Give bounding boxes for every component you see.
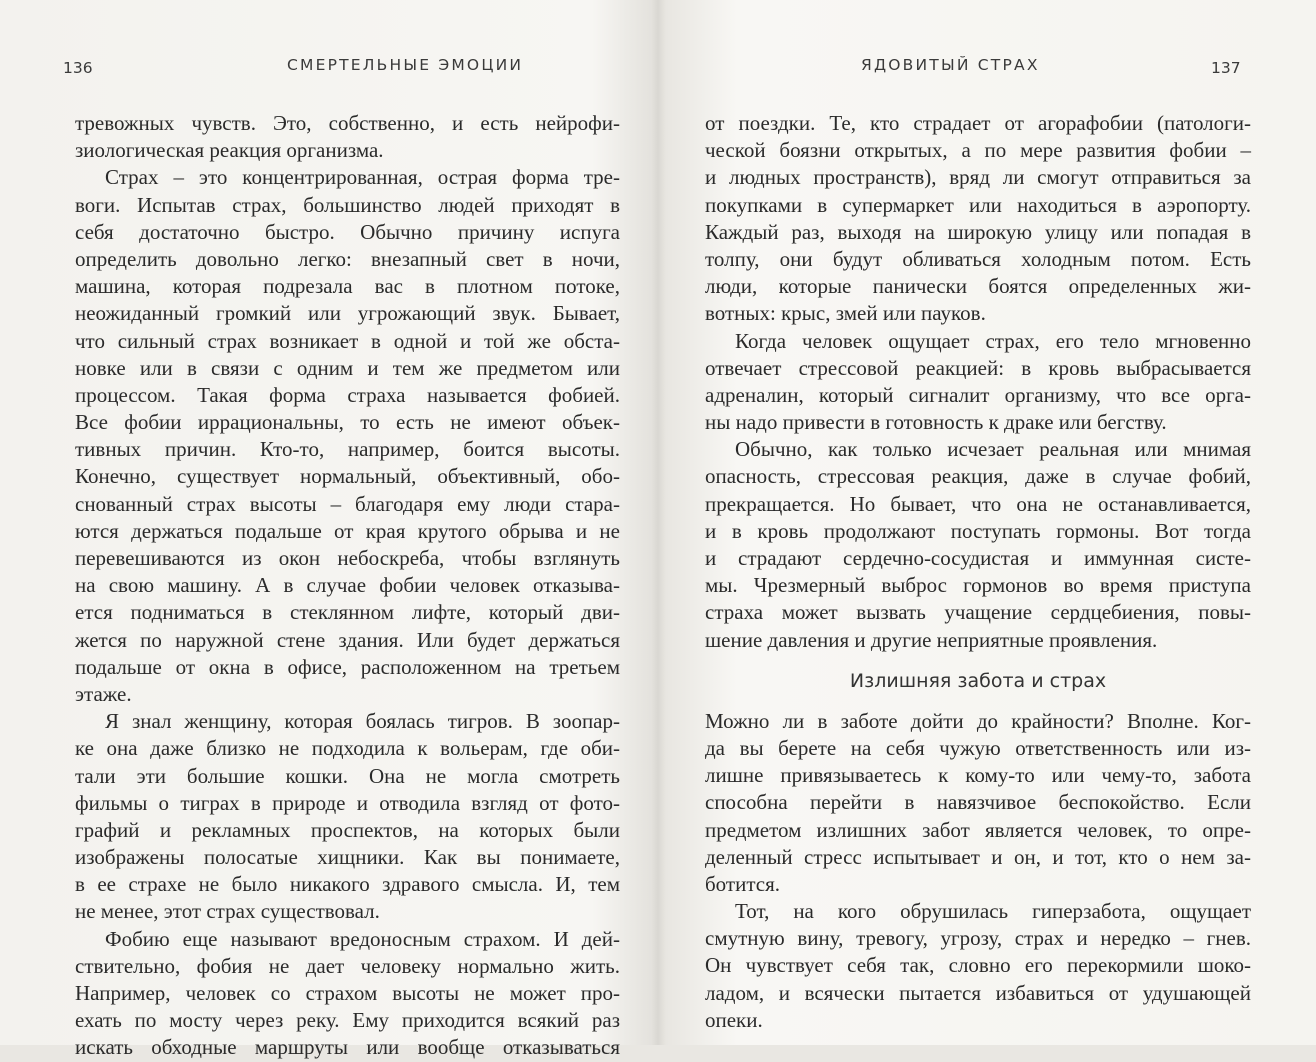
text-line: страха может вызвать учащение сердцебиения, повы- [705,600,1251,625]
text-line: мы. Чрезмерный выброс гормонов во время приступа [705,573,1251,598]
text-line: ны надо привести в готовность к драке или бегству. [705,410,1167,435]
text-line: Фобию еще называют вредоносным страхом. И дей- [105,926,620,951]
text-line: ется подниматься в стеклянном лифте, который дви- [75,600,620,625]
text-line: воги. Испытав страх, большинство людей приходят в [75,192,620,217]
text-line: новке или в связи с одним и тем же предметом или [75,355,620,380]
text-line: процессом. Такая форма страха называется фобией. [75,382,620,407]
body-text-left [75,110,620,1062]
text-line: изображены полосатые хищники. Как вы понимаете, [75,845,620,870]
left-page [0,0,655,1060]
text-line: ботится. [705,871,780,896]
text-line: снованный страх высоты – благодаря ему люди стара- [75,491,620,516]
text-line: искать обходные маршруты или вообще отказываться [75,1035,620,1060]
text-line: не менее, этот страх существовал. [75,899,380,924]
text-line: и людных пространств), вряд ли смогут отправиться за [705,165,1251,190]
text-line: Тот, на кого обрушилась гиперзабота, ощущает [735,899,1251,924]
text-line: на свою машину. А в случае фобии человек отказыва- [75,573,620,598]
page-number-right: 137 [1211,59,1241,77]
text-line: Например, человек со страхом высоты не может про- [75,981,620,1005]
text-line: тивных причин. Кто-то, например, боится высоты. [75,437,620,462]
text-line: адреналин, который сигналит организму, что все орга- [705,382,1251,407]
text-line: зиологическая реакция организма. [75,138,384,163]
running-head-left: СМЕРТЕЛЬНЫЕ ЭМОЦИИ [287,56,524,74]
section-subheading: Излишняя забота и страх [849,669,1107,692]
text-line: Он чувствует себя так, словно его перекормили шоко- [705,953,1251,978]
text-line: люди, которые панически боятся определенных жи- [705,274,1251,299]
text-line: подальше от окна в офисе, расположенном на третьем [75,654,620,679]
text-line: лишне привязываетесь к кому-то или чему-то, забота [705,763,1251,788]
text-line: тали эти большие кошки. Она не могла смотреть [75,763,620,788]
text-line: графий и рекламных проспектов, на которых были [75,817,620,842]
text-line: деленный стресс испытывает и он, и тот, кто о нем за- [705,844,1251,869]
text-line: опеки. [705,1007,763,1032]
page-number-left: 136 [63,59,93,77]
text-line: да вы берете на себя чужую ответственность или из- [705,735,1251,760]
text-line: предметом излишних забот является человек, то опре- [705,817,1251,842]
text-line: ческой боязни открытых, а по мере развития фобии – [705,138,1251,163]
text-line: определить довольно легко: внезапный свет в ночи, [75,246,620,271]
text-line: шение давления и другие неприятные проявления. [705,627,1158,652]
text-line: себя достаточно быстро. Обычно причину испуга [75,219,620,244]
text-line: Все фобии иррациональны, то есть не имеют объек- [75,410,620,435]
text-line: ются держаться подальше от края крутого обрыва и не [75,518,620,543]
text-line: Каждый раз, выходя на широкую улицу или попадая в [705,219,1251,244]
text-line: способна перейти в навязчивое беспокойство. Если [705,790,1251,815]
text-line: от поездки. Те, кто страдает от агорафобии (патологи- [705,111,1251,135]
text-line: Конечно, существует нормальный, объективный, обо- [75,464,620,489]
text-line: толпу, они будут обливаться холодным потом. Есть [705,246,1251,271]
text-line: ладом, и всячески пытается избавиться от удушающей [705,980,1251,1005]
text-line: машина, которая подрезала вас в плотном потоке, [75,274,620,299]
text-line: этаже. [75,681,132,706]
text-line: опасность, стрессовая реакция, даже в случае фобий, [705,464,1251,489]
text-line: вотных: крыс, змей или пауков. [705,301,986,326]
text-line: и страдают сердечно-сосудистая и иммунная систе- [705,546,1251,570]
running-head-right: ЯДОВИТЫЙ СТРАХ [861,56,1040,74]
right-page [661,0,1316,1045]
text-line: фильмы о тиграх в природе и отводила взгляд от фото- [75,790,620,815]
text-line: перевешиваются из окон небоскреба, чтобы взглянуть [75,546,620,570]
text-line: и в кровь продолжают поступать гормоны. Вот тогда [705,518,1251,543]
text-line: Когда человек ощущает страх, его тело мгновенно [735,328,1251,353]
text-line: покупками в супермаркет или находиться в аэропорту. [705,192,1251,217]
text-line: тревожных чувств. Это, собственно, и есть нейрофи- [75,111,620,135]
text-line: ствительно, фобия не дает человеку нормально жить. [75,953,620,978]
text-line: отвечает стрессовой реакцией: в кровь выбрасывается [705,355,1251,380]
text-line: Можно ли в заботе дойти до крайности? Вполне. Ког- [705,708,1251,733]
text-line: ехать по мосту через реку. Ему приходится всякий раз [75,1008,620,1033]
text-line: неожиданный громкий или угрожающий звук. Бывает, [75,301,620,326]
text-line: что сильный страх возникает в одной и той же обста- [75,328,620,353]
text-line: Обычно, как только исчезает реальная или мнимая [735,437,1251,462]
text-line: смутную вину, тревогу, угрозу, страх и нередко – гнев. [705,926,1251,951]
text-line: в ее страхе не было никакого здравого смысла. И, тем [75,872,620,897]
body-text-right [705,110,1251,1034]
text-line: ке она даже близко не подходила к вольерам, где оби- [75,736,620,761]
text-line: Страх – это концентрированная, острая форма тре- [105,165,620,190]
text-line: прекращается. Но бывает, что она не останавливается, [705,491,1251,516]
text-line: жется по наружной стене здания. Или будет держаться [75,627,620,652]
text-line: Я знал женщину, которая боялась тигров. В зоопар- [105,709,620,734]
